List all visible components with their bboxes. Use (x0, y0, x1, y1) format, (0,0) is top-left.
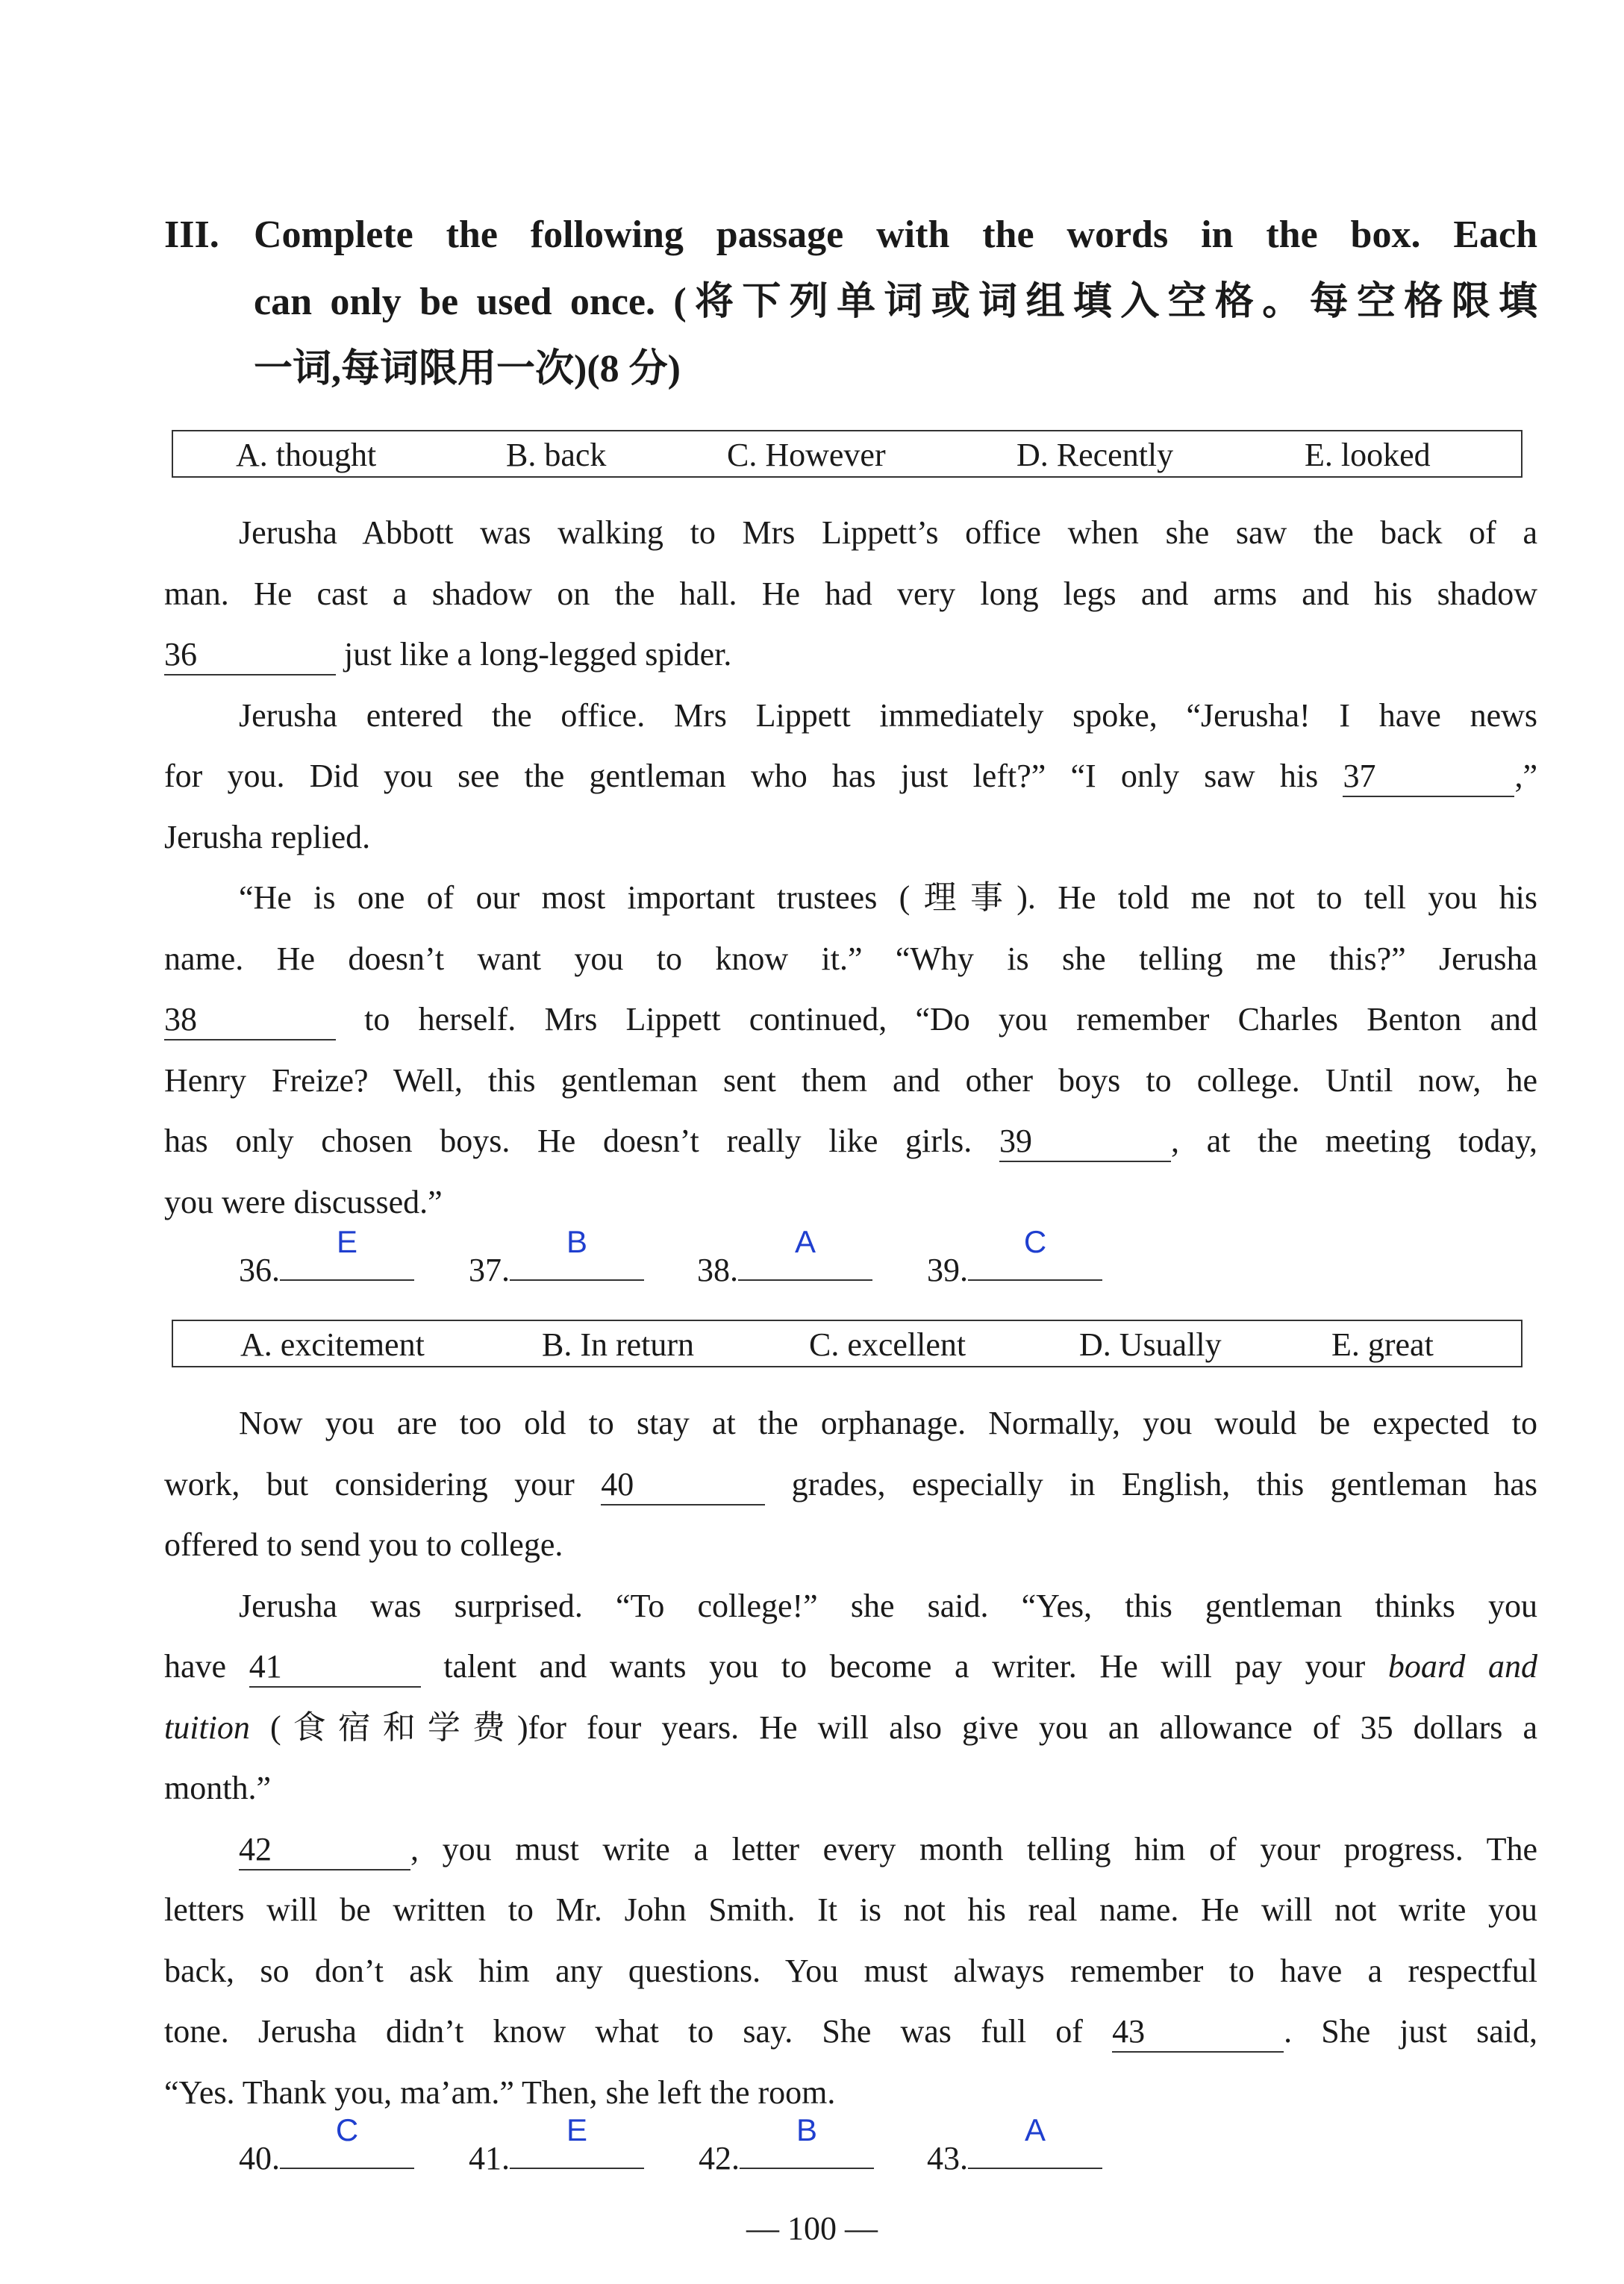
q2-p2-line-2-text: have (164, 1648, 249, 1685)
q2-p2-line-4: month.” (164, 1770, 271, 1806)
answer-39 (927, 1224, 1102, 1289)
q2-p2-line-2-mid: talent and wants you to become a writer. He will pay your (420, 1648, 1388, 1685)
p3-line-1: “He is one of our most important trustees (理事). He told me not to tell you his (239, 879, 1537, 916)
answer-blank (510, 2112, 644, 2169)
passage-2 (164, 1393, 1537, 2123)
answer-number: 38. (697, 1252, 738, 1288)
passage-1 (164, 502, 1537, 1232)
box2-option-d: D. Usually (1079, 1326, 1222, 1363)
answer-43 (927, 2112, 1102, 2177)
q2-p3-line-4-text: tone. Jerusha didn’t know what to say. She was full of (164, 2013, 1113, 2050)
box1-option-c: C. However (727, 437, 886, 473)
answer-37 (469, 1224, 644, 1289)
p1-line-3-text: just like a long-legged spider. (336, 636, 732, 673)
heading-line-3: 一词,每词限用一次)(8 分) (254, 348, 681, 390)
p3-line-6: you were discussed.” (164, 1183, 443, 1220)
q2-p3-line-5: “Yes. Thank you, ma’am.” Then, she left the room. (164, 2074, 836, 2111)
q2-p3-line-4-end: . She just said, (1284, 2013, 1537, 2050)
answer-value: C (335, 2112, 359, 2147)
p1-line-1: Jerusha Abbott was walking to Mrs Lippett’s office when she saw the back of a (239, 514, 1537, 551)
p2-line-2-end: ,” (1514, 758, 1537, 794)
answer-blank (968, 2112, 1102, 2169)
answer-42 (699, 2112, 874, 2177)
answer-38 (697, 1224, 872, 1289)
blank-41: 41 (249, 1647, 421, 1688)
blank-36: 36 (164, 635, 336, 675)
q2-p2-line-1: Jerusha was surprised. “To college!” she said. “Yes, this gentleman thinks you (239, 1587, 1537, 1624)
p3-line-4: Henry Freize? Well, this gentleman sent them and other boys to college. Until now, he (164, 1061, 1537, 1099)
p3-line-5-text: has only chosen boys. He doesn’t really like girls. (164, 1123, 999, 1159)
answer-blank (280, 1224, 414, 1281)
box1-option-d: D. Recently (1016, 437, 1174, 473)
answer-number: 42. (699, 2140, 740, 2177)
box1-option-e: E. looked (1305, 437, 1431, 473)
p3-line-3-text: to herself. Mrs Lippett continued, “Do you remember Charles Benton and (336, 1001, 1537, 1038)
answer-blank (740, 2112, 874, 2169)
q2-p3-line-3: back, so don’t ask him any questions. You must always remember to have a respectful (164, 1952, 1537, 1989)
blank-39: 39 (999, 1122, 1171, 1162)
p3-line-5-end: , at the meeting today, (1171, 1123, 1537, 1159)
blank-43: 43 (1112, 2012, 1284, 2053)
section-heading (164, 202, 1537, 403)
q2-p2-line-2-italic: board and (1387, 1648, 1537, 1685)
answer-number: 41. (469, 2140, 510, 2177)
q2-p3-line-4 (164, 2001, 1537, 2062)
q2-p3-line-2: letters will be written to Mr. John Smith. It is not his real name. He will not write you (164, 1891, 1537, 1928)
answer-blank (280, 2112, 414, 2169)
answer-value: A (794, 1224, 816, 1259)
q2-p2-line-3 (164, 1697, 1537, 1759)
blank-42: 42 (239, 1830, 410, 1870)
p2-line-3: Jerusha replied. (164, 818, 371, 855)
q2-p1-line-2-text: work, but considering your (164, 1465, 602, 1503)
answer-number: 37. (469, 1252, 510, 1288)
answer-40 (239, 2112, 414, 2177)
box2-option-a: A. excitement (240, 1326, 425, 1363)
heading-line-1: Complete the following passage with the words in the box. Each (254, 213, 1537, 256)
answer-blank (968, 1224, 1102, 1281)
word-box-1 (172, 430, 1522, 478)
p1-line-3 (164, 624, 1537, 685)
section-numeral: III. (164, 213, 219, 256)
answer-number: 39. (927, 1252, 968, 1288)
p3-line-2: name. He doesn’t want you to know it.” “Why is she telling me this?” Jerusha (164, 940, 1537, 977)
answer-blank (738, 1224, 872, 1281)
box1-option-a: A. thought (236, 437, 377, 473)
blank-37: 37 (1343, 757, 1514, 797)
blank-40: 40 (601, 1465, 765, 1505)
p2-line-1: Jerusha entered the office. Mrs Lippett immediately spoke, “Jerusha! I have news (239, 696, 1537, 734)
p3-line-3 (164, 989, 1537, 1050)
p2-line-2 (164, 746, 1537, 807)
box2-option-c: C. excellent (809, 1326, 966, 1363)
q2-p2-line-3-italic: tuition (164, 1709, 250, 1746)
q2-p1-line-2-end: grades, especially in English, this gentleman has (765, 1465, 1537, 1503)
word-box-2 (172, 1320, 1522, 1367)
page-number: — 100 — (746, 2210, 878, 2247)
answer-36 (239, 1224, 414, 1289)
q2-p1-line-2 (164, 1454, 1537, 1515)
box1-option-b: B. back (506, 437, 607, 473)
p2-line-2-text: for you. Did you see the gentleman who has just left?” “I only saw his (164, 758, 1343, 794)
p1-line-2: man. He cast a shadow on the hall. He had very long legs and arms and his shadow (164, 575, 1537, 612)
q2-p3-line-1-text: , you must write a letter every month telling him of your progress. The (410, 1830, 1537, 1868)
answer-number: 43. (927, 2140, 968, 2177)
box2-option-b: B. In return (542, 1326, 695, 1363)
answer-number: 40. (239, 2140, 280, 2177)
answer-value: A (1024, 2112, 1046, 2147)
q2-p1-line-1: Now you are too old to stay at the orphanage. Normally, you would be expected to (239, 1405, 1537, 1441)
answer-value: C (1023, 1224, 1047, 1259)
p3-line-5 (164, 1111, 1537, 1172)
q2-p2-line-2 (164, 1636, 1537, 1697)
heading-line-2: can only be used once. (将下列单词或词组填入空格。每空格限填 (254, 281, 1537, 323)
answer-value: B (796, 2112, 817, 2147)
answer-value: B (566, 1224, 587, 1259)
answer-value: E (566, 2112, 587, 2147)
q2-p1-line-3: offered to send you to college. (164, 1526, 563, 1563)
answer-value: E (336, 1224, 357, 1259)
blank-38: 38 (164, 1000, 336, 1040)
box2-option-e: E. great (1331, 1326, 1434, 1363)
answer-number: 36. (239, 1252, 280, 1288)
answer-blank (510, 1224, 644, 1281)
answer-41 (469, 2112, 644, 2177)
q2-p2-line-3-text: (食宿和学费)for four years. He will also give you an allowance of 35 dollars a (249, 1709, 1537, 1746)
q2-p3-line-1 (164, 1819, 1537, 1880)
